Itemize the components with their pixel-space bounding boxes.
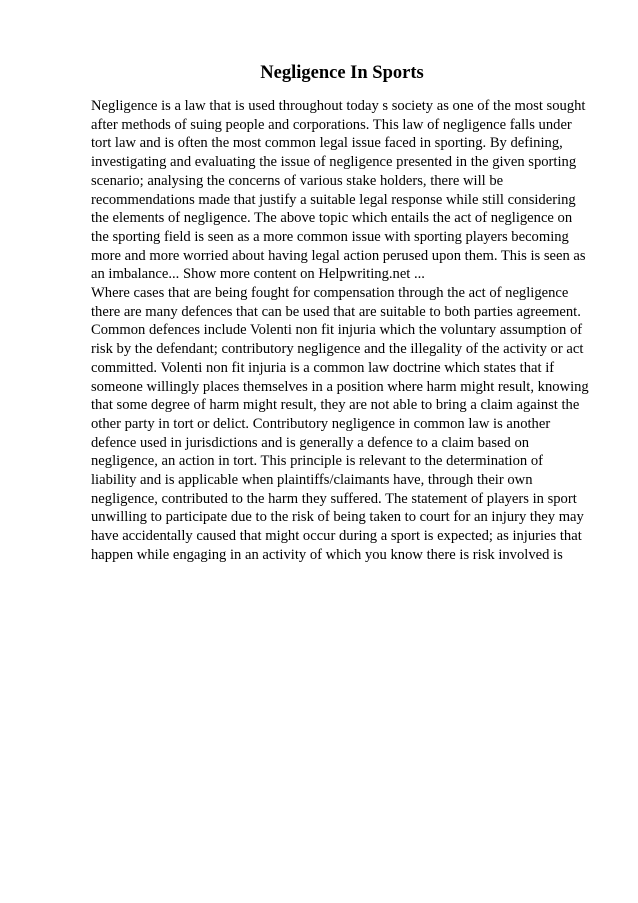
paragraph-intro: Negligence is a law that is used throughout today s society as one of the most sought after methods of suing people and corporations. This law of negligence falls under tort law and is often the most common legal issue faced in sporting. By defining, investigating and evaluating the issue of negligence presented in the given sporting scenario; analysing the concerns of various stake holders, there will be recommendations made that justify a suitable legal response while still considering the elements of negligence. The above topic which entails the act of negligence on the sporting field is seen as a more common issue with sporting players becoming more and more worried about having legal action perused upon them. This is seen as an imbalance... Show more content on Helpwriting.net ... bbox=[91, 98, 586, 283]
document-title: Negligence In Sports bbox=[260, 63, 424, 83]
paragraph-defences: Where cases that are being fought for compensation through the act of negligence there are many defences that can be used that are suitable to both parties agreement. Common defences include Volenti non fit injuria which the voluntary assumption of risk by the defendant; contributory negligence and the illegality of the activity or act committed. Volenti non fit injuria is a common law doctrine which states that if someone willingly places themselves in a position where harm might result, knowing that some degree of harm might result, they are not able to bring a claim against the other party in tort or delict. Contributory negligence in common law is another defence used in jurisdictions and is generally a defence to a claim based on negligence, an action in tort. This principle is relevant to the determination of liability and is applicable when plaintiffs/claimants have, through their own negligence, contributed to the harm they suffered. The statement of players in sport unwilling to participate due to the risk of being taken to court for an injury they may have accidentally caused that might occur during a sport is expected; as injuries that happen while engaging in an activity of which you know there is risk involved is bbox=[91, 285, 589, 563]
document-body bbox=[91, 97, 591, 565]
